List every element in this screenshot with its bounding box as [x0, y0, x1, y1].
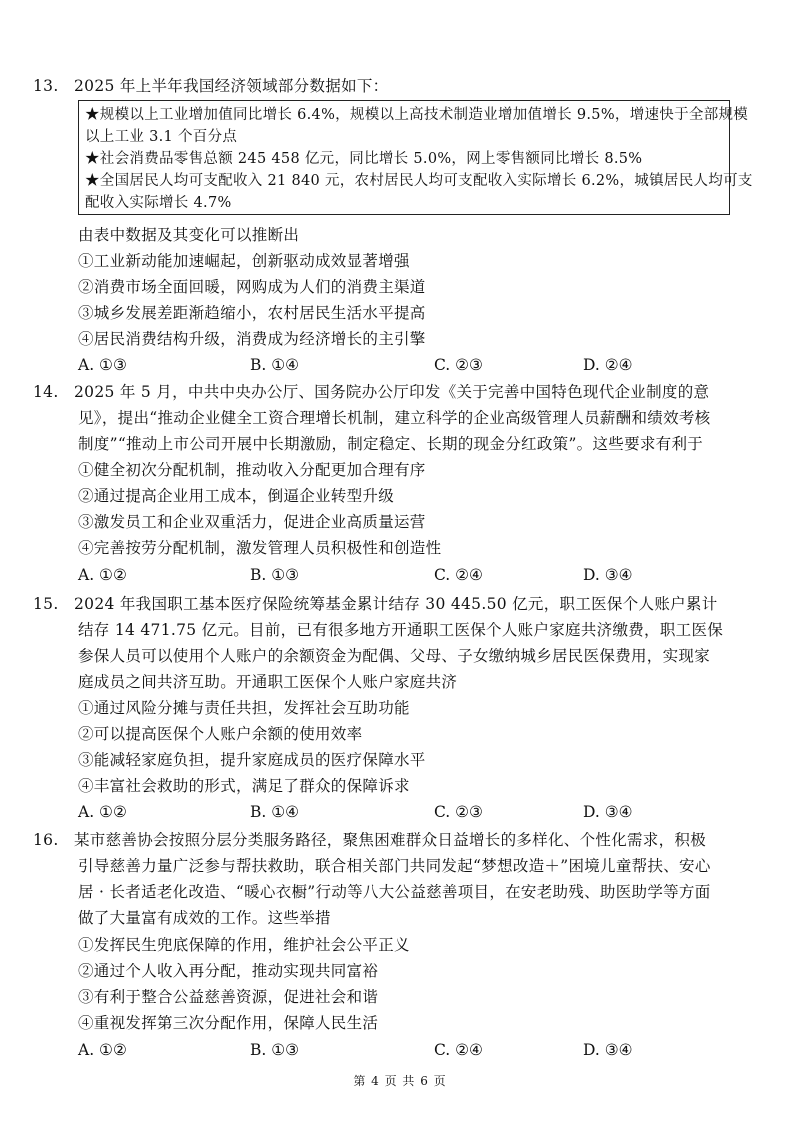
- question-15-stem-line: 结存 14 471.75 亿元。目前，已有很多地方开通职工医保个人账户家庭共济缴费，职工医保: [78, 621, 724, 639]
- question-14-number: 14.: [33, 383, 59, 401]
- choice-a[interactable]: A. ①②: [78, 803, 127, 821]
- option-1: ①工业新动能加速崛起，创新驱动成效显著增强: [78, 252, 410, 270]
- question-13-number: 13.: [33, 77, 59, 95]
- option-1: ①健全初次分配机制，推动收入分配更加合理有序: [78, 461, 426, 479]
- option-1: ①发挥民生兜底保障的作用，维护社会公平正义: [78, 936, 410, 954]
- table-row: ★社会消费品零售总额 245 458 亿元，同比增长 5.0%，网上零售额同比增长 8.5%: [85, 151, 643, 167]
- choice-d[interactable]: D. ②④: [583, 356, 633, 374]
- choice-a[interactable]: A. ①③: [78, 356, 127, 374]
- question-15-stem-line: 参保人员可以使用个人账户的余额资金为配偶、父母、子女缴纳城乡居民医保费用，实现家: [78, 647, 711, 665]
- question-14-stem-line: 制度”“推动上市公司开展中长期激励，制定稳定、长期的现金分红政策”。这些要求有利于: [78, 435, 704, 453]
- question-13-data-table: [78, 100, 753, 215]
- option-2: ②消费市场全面回暖，网购成为人们的消费主渠道: [78, 278, 426, 296]
- question-13-stem: 2025 年上半年我国经济领域部分数据如下：: [74, 77, 389, 95]
- choice-d[interactable]: D. ③④: [583, 803, 633, 821]
- question-13-lead: 由表中数据及其变化可以推断出: [78, 226, 300, 244]
- table-row: ★全国居民人均可支配收入 21 840 元，农村居民人均可支配收入实际增长 6.2%，城镇居民人均可支: [85, 173, 753, 189]
- option-2: ②通过个人收入再分配，推动实现共同富裕: [78, 962, 379, 980]
- choice-c[interactable]: C. ②③: [434, 356, 483, 374]
- question-16-stem-line: 做了大量富有成效的工作。这些举措: [78, 909, 331, 927]
- choice-a[interactable]: A. ①②: [78, 1041, 127, 1059]
- table-row: 配收入实际增长 4.7%: [85, 195, 232, 211]
- table-row: ★规模以上工业增加值同比增长 6.4%，规模以上高技术制造业增加值增长 9.5%，增速快于全部规模: [85, 107, 749, 123]
- choice-b[interactable]: B. ①④: [250, 356, 300, 374]
- page-footer: 第 4 页 共 6 页: [353, 1074, 447, 1088]
- question-14-stem-line: 见》，提出“推动企业健全工资合理增长机制，建立科学的企业高级管理人员薪酬和绩效考核: [78, 409, 711, 427]
- choice-b[interactable]: B. ①③: [250, 566, 300, 584]
- option-3: ③激发员工和企业双重活力，促进企业高质量运营: [78, 513, 426, 531]
- choice-b[interactable]: B. ①③: [250, 1041, 300, 1059]
- question-14-choices: [78, 565, 738, 585]
- question-14-stem-line: 2025 年 5 月，中共中央办公厅、国务院办公厅印发《关于完善中国特色现代企业制度的意: [74, 383, 710, 401]
- choice-d[interactable]: D. ③④: [583, 1041, 633, 1059]
- question-16-number: 16.: [33, 831, 59, 849]
- question-16-stem-line: 引导慈善力量广泛参与帮扶救助，联合相关部门共同发起“梦想改造＋”困境儿童帮扶、安心: [78, 857, 711, 875]
- question-15-stem-line: 2024 年我国职工基本医疗保险统筹基金累计结存 30 445.50 亿元，职工医保个人账户累计: [74, 595, 718, 613]
- option-3: ③有利于整合公益慈善资源，促进社会和谐: [78, 988, 379, 1006]
- choice-d[interactable]: D. ③④: [583, 566, 633, 584]
- question-16-stem-line: 某市慈善协会按照分层分类服务路径，聚焦困难群众日益增长的多样化、个性化需求，积极: [74, 831, 707, 849]
- option-2: ②通过提高企业用工成本，倒逼企业转型升级: [78, 487, 395, 505]
- choice-b[interactable]: B. ①④: [250, 803, 300, 821]
- option-2: ②可以提高医保个人账户余额的使用效率: [78, 725, 363, 743]
- option-4: ④居民消费结构升级，消费成为经济增长的主引擎: [78, 330, 426, 348]
- choice-a[interactable]: A. ①②: [78, 566, 127, 584]
- question-13-choices: [78, 355, 738, 375]
- option-3: ③能减轻家庭负担，提升家庭成员的医疗保障水平: [78, 751, 426, 769]
- question-16-choices: [78, 1040, 738, 1060]
- table-row: 以上工业 3.1 个百分点: [85, 129, 238, 145]
- question-16-stem-line: 居 · 长者适老化改造、“暖心衣橱”行动等八大公益慈善项目，在安老助残、助医助学等方面: [78, 883, 711, 901]
- option-4: ④重视发挥第三次分配作用，保障人民生活: [78, 1014, 379, 1032]
- option-1: ①通过风险分摊与责任共担，发挥社会互助功能: [78, 699, 410, 717]
- choice-c[interactable]: C. ②③: [434, 803, 483, 821]
- choice-c[interactable]: C. ②④: [434, 1041, 483, 1059]
- question-15-stem-line: 庭成员之间共济互助。开通职工医保个人账户家庭共济: [78, 673, 458, 691]
- question-15-choices: [78, 802, 738, 822]
- question-15-number: 15.: [33, 595, 59, 613]
- option-4: ④丰富社会救助的形式，满足了群众的保障诉求: [78, 777, 410, 795]
- option-3: ③城乡发展差距渐趋缩小，农村居民生活水平提高: [78, 304, 426, 322]
- option-4: ④完善按劳分配机制，激发管理人员积极性和创造性: [78, 539, 442, 557]
- choice-c[interactable]: C. ②④: [434, 566, 483, 584]
